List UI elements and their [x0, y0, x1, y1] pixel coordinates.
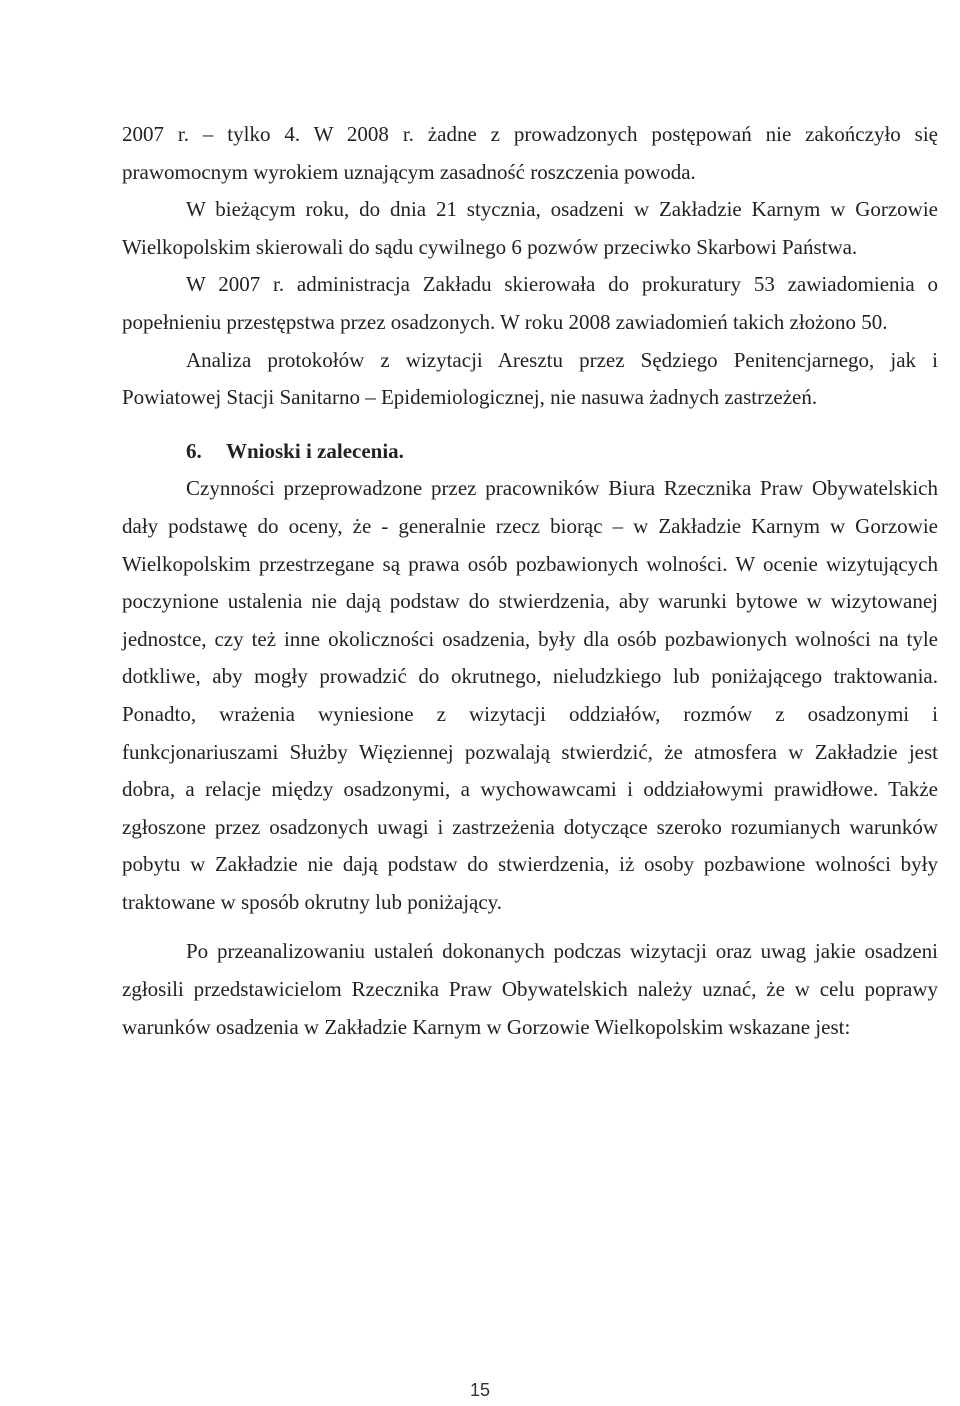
- paragraph-notifications: W 2007 r. administracja Zakładu skierowała do prokuratury 53 zawiadomienia o popełnieniu przestępstwa przez osadzonych. W roku 2008 zawiadomień takich złożono 50.: [122, 272, 938, 334]
- paragraph-continuation: 2007 r. – tylko 4. W 2008 r. żadne z prowadzonych postępowań nie zakończyło się prawomocnym wyrokiem uznającym zasadność roszczenia powoda.: [122, 122, 938, 184]
- paragraph-conclusions: Czynności przeprowadzone przez pracowników Biura Rzecznika Praw Obywatelskich dały podstawę do oceny, że - generalnie rzecz biorąc – w Zakładzie Karnym w Gorzowie Wielkopolskim przestrzegane są prawa osób pozbawionych wolności. W ocenie wizytujących poczynione ustalenia nie dają podstaw do stwierdzenia, aby warunki bytowe w wizytowanej jednostce, czy też inne okoliczności osadzenia, były dla osób pozbawionych wolności na tyle dotkliwe, aby mogły prowadzić do okrutnego, nieludzkiego lub poniżającego traktowania. Ponadto, wrażenia wyniesione z wizytacji oddziałów, rozmów z osadzonymi i funkcjonariuszami Służby Więziennej pozwalają stwierdzić, że atmosfera w Zakładzie jest dobra, a relacje między osadzonymi, a wychowawcami i oddziałowymi prawidłowe. Także zgłoszone przez osadzonych uwagi i zastrzeżenia dotyczące szeroko rozumianych warunków pobytu w Zakładzie nie dają podstaw do stwierdzenia, iż osoby pozbawione wolności były traktowane w sposób okrutny lub poniżający.: [122, 476, 938, 914]
- section-heading: [186, 433, 938, 471]
- paragraph-lawsuits: W bieżącym roku, do dnia 21 stycznia, osadzeni w Zakładzie Karnym w Gorzowie Wielkopolskim skierowali do sądu cywilnego 6 pozwów przeciwko Skarbowi Państwa.: [122, 197, 938, 259]
- paragraph-gap: [122, 921, 938, 933]
- section-title: Wnioski i zalecenia.: [226, 438, 404, 463]
- document-body: [122, 116, 938, 1046]
- paragraph-protocol-analysis: Analiza protokołów z wizytacji Aresztu przez Sędziego Penitencjarnego, jak i Powiatowej Stacji Sanitarno – Epidemiologicznej, nie nasuwa żadnych zastrzeżeń.: [122, 347, 938, 410]
- page-number: 15: [469, 1380, 491, 1400]
- section-number: 6.: [186, 438, 202, 463]
- paragraph-recommendations-intro: Po przeanalizowaniu ustaleń dokonanych podczas wizytacji oraz uwag jakie osadzeni zgłosili przedstawicielom Rzecznika Praw Obywatelskich należy uznać, że w celu poprawy warunków osadzenia w Zakładzie Karnym w Gorzowie Wielkopolskim wskazane jest:: [122, 939, 938, 1039]
